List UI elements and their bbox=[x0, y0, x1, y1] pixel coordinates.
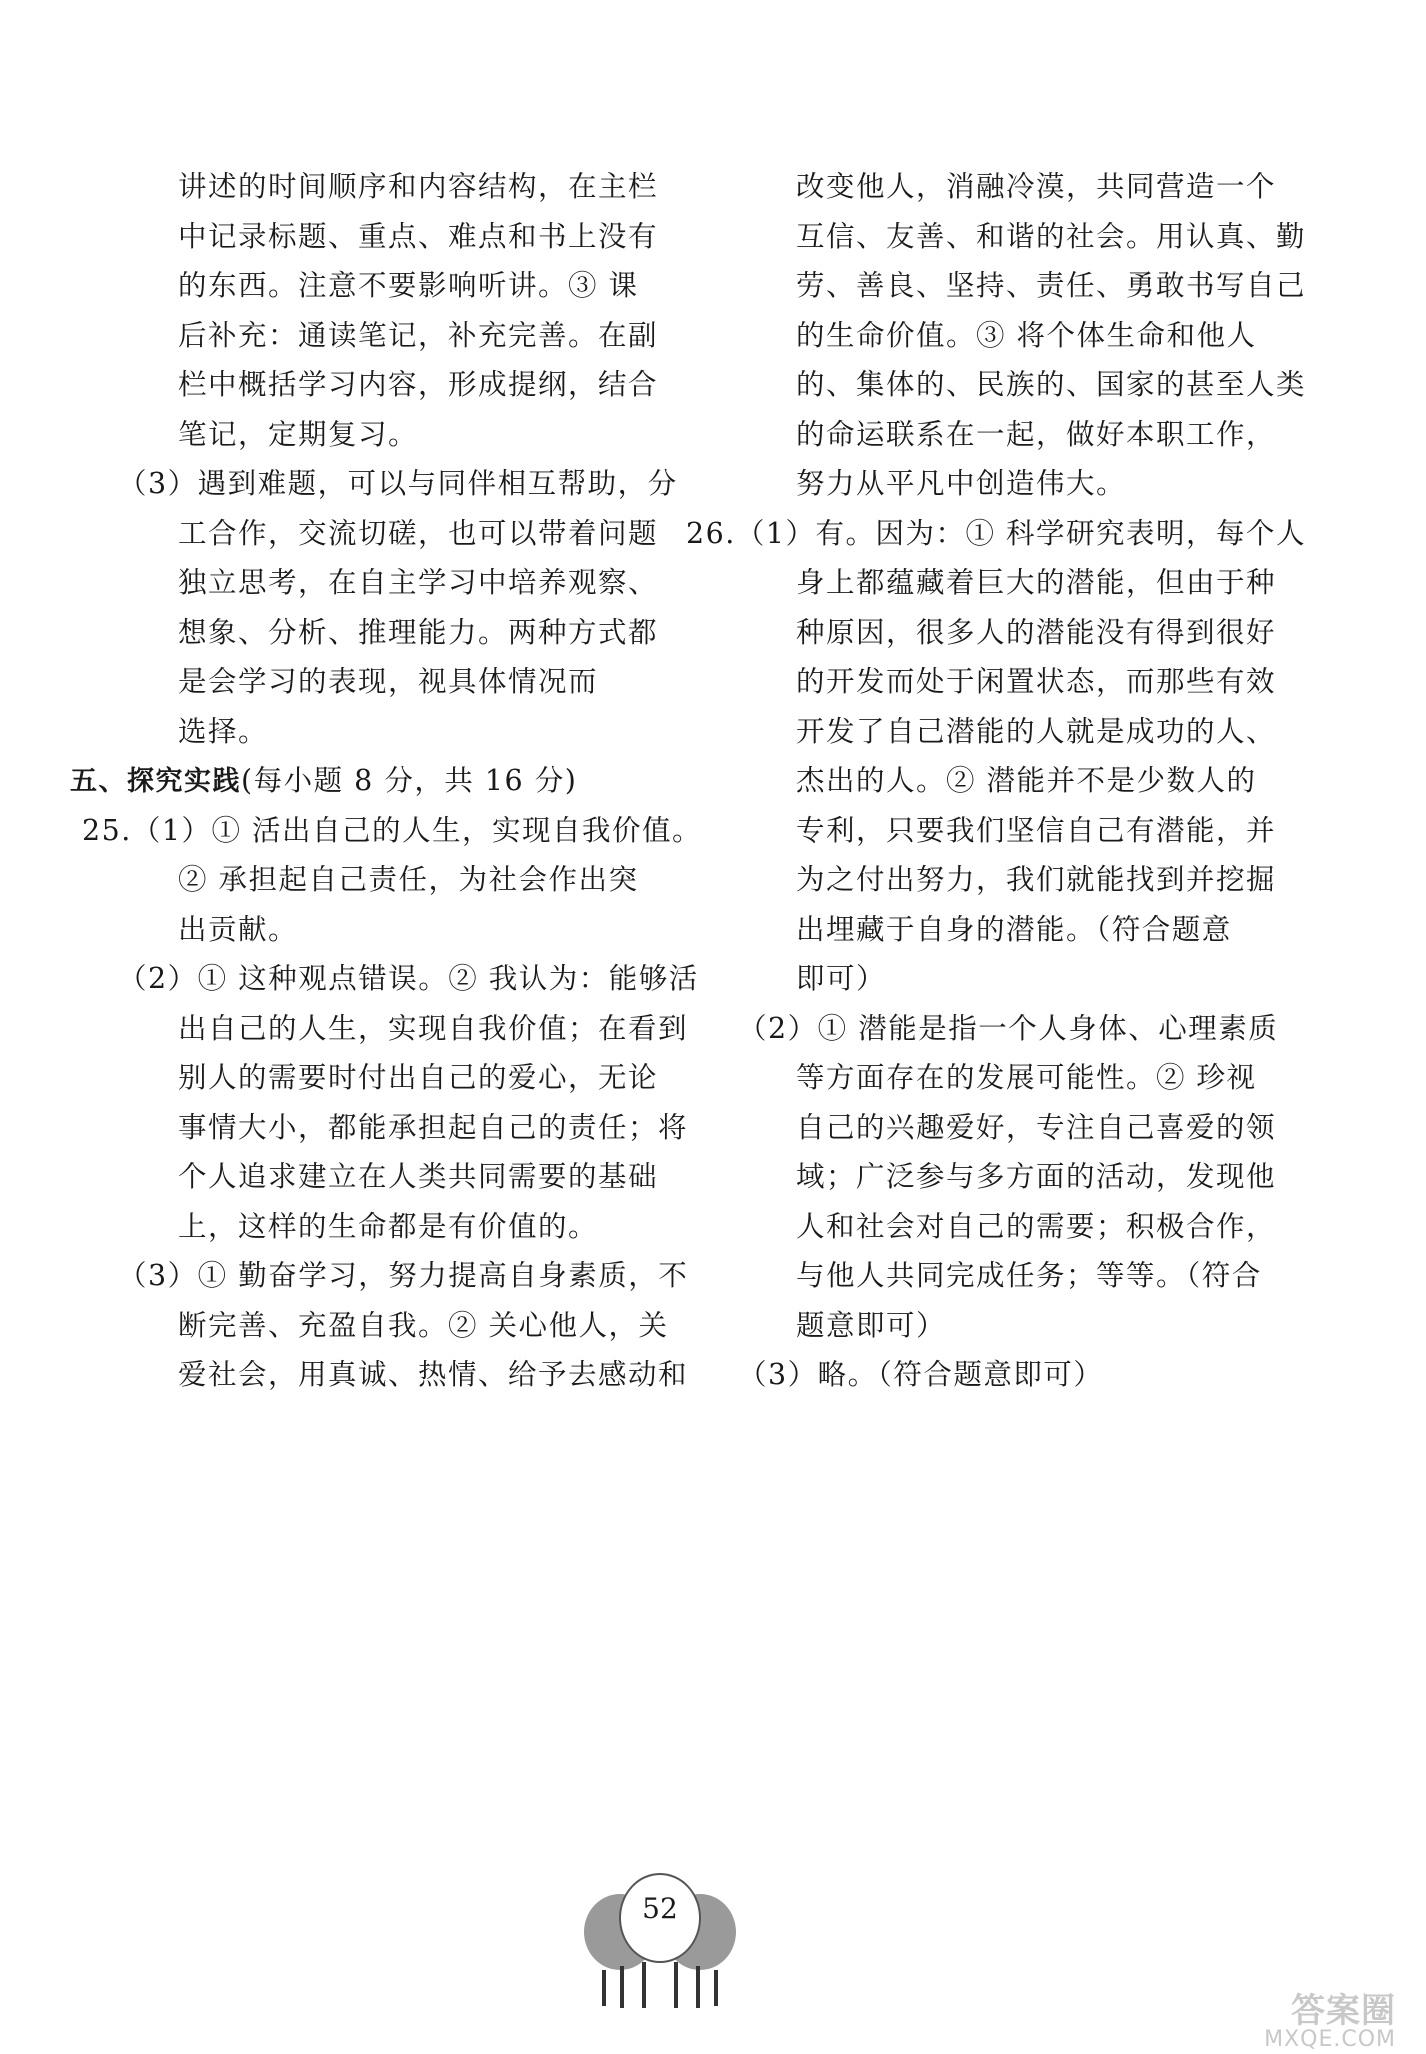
text-line: 努力从平凡中创造伟大。 bbox=[796, 467, 1127, 500]
text-line: 开发了自己潜能的人就是成功的人、 bbox=[796, 714, 1277, 748]
text-line: 中记录标题、重点、难点和书上没有 bbox=[178, 219, 659, 253]
right-column bbox=[686, 162, 1307, 1400]
text-line: 人和社会对自己的需要；积极合作， bbox=[796, 1209, 1277, 1243]
text-line: 出埋藏于自身的潜能。（符合题意 bbox=[796, 912, 1232, 946]
text-line: 别人的需要时付出自己的爱心，无论 bbox=[178, 1061, 659, 1094]
text-line: 的东西。注意不要影响听讲。③ 课 bbox=[178, 269, 639, 302]
text-line: 独立思考，在自主学习中培养观察、 bbox=[178, 566, 659, 599]
text-line: 杰出的人。② 潜能并不是少数人的 bbox=[796, 764, 1257, 797]
section-heading-note: (每小题 8 分，共 16 分) bbox=[241, 764, 578, 797]
text-line: 域；广泛参与多方面的活动，发现他 bbox=[796, 1160, 1277, 1193]
left-column bbox=[70, 162, 703, 1400]
text-line: 专利，只要我们坚信自己有潜能，并 bbox=[796, 813, 1277, 847]
watermark-logo: 答案圈 bbox=[1291, 1991, 1396, 2031]
text-line: 断完善、充盈自我。② 关心他人，关 bbox=[178, 1308, 669, 1342]
text-line: 事情大小，都能承担起自己的责任；将 bbox=[178, 1110, 689, 1144]
text-line: 26.（1）有。因为：① 科学研究表明，每个人 bbox=[686, 516, 1307, 550]
text-line: 自己的兴趣爱好，专注自己喜爱的领 bbox=[796, 1110, 1277, 1144]
text-line: （3）略。（符合题意即可） bbox=[738, 1358, 1104, 1391]
text-line: 互信、友善、和谐的社会。用认真、勤 bbox=[796, 219, 1307, 253]
text-line: 个人追求建立在人类共同需要的基础 bbox=[178, 1160, 659, 1193]
text-line: 与他人共同完成任务；等等。（符合 bbox=[796, 1259, 1262, 1292]
text-line: 后补充：通读笔记，补充完善。在副 bbox=[178, 318, 659, 352]
text-line: 工合作，交流切磋，也可以带着问题 bbox=[178, 516, 659, 550]
text-line: ② 承担起自己责任，为社会作出突 bbox=[178, 863, 639, 896]
text-line: 25.（1）① 活出自己的人生，实现自我价值。 bbox=[82, 813, 703, 847]
page-number: 52 bbox=[642, 1892, 678, 1925]
text-line: （3）① 勤奋学习，努力提高自身素质，不 bbox=[118, 1259, 689, 1292]
text-line: 出自己的人生，实现自我价值；在看到 bbox=[178, 1011, 689, 1045]
text-line: 即可） bbox=[796, 962, 887, 995]
text-line: 身上都蕴藏着巨大的潜能，但由于种 bbox=[796, 566, 1277, 599]
text-line: 出贡献。 bbox=[178, 912, 299, 946]
text-line: 栏中概括学习内容，形成提纲，结合 bbox=[178, 368, 659, 401]
text-line: 笔记，定期复习。 bbox=[178, 417, 419, 451]
text-line: 想象、分析、推理能力。两种方式都 bbox=[178, 615, 659, 649]
text-line: 是会学习的表现，视具体情况而 bbox=[178, 665, 599, 698]
text-line: （3）遇到难题，可以与同伴相互帮助，分 bbox=[118, 467, 678, 500]
text-line: （2）① 这种观点错误。② 我认为：能够活 bbox=[118, 962, 699, 995]
text-line: 爱社会，用真诚、热情、给予去感动和 bbox=[178, 1358, 689, 1391]
text-line: 的、集体的、民族的、国家的甚至人类 bbox=[796, 368, 1307, 401]
text-line: 的命运联系在一起，做好本职工作， bbox=[796, 417, 1277, 451]
text-line: 的开发而处于闲置状态，而那些有效 bbox=[796, 665, 1277, 698]
text-line: 为之付出努力，我们就能找到并挖掘 bbox=[796, 863, 1277, 896]
watermark-url: MXQE.COM bbox=[1264, 2027, 1396, 2052]
text-line: 改变他人，消融冷漠，共同营造一个 bbox=[796, 170, 1277, 203]
section-heading bbox=[70, 756, 630, 806]
section-heading-title: 五、探究实践 bbox=[70, 766, 241, 797]
text-line: 选择。 bbox=[178, 714, 269, 748]
text-line: （2）① 潜能是指一个人身体、心理素质 bbox=[738, 1011, 1279, 1045]
text-line: 上，这样的生命都是有价值的。 bbox=[178, 1209, 599, 1243]
text-line: 的生命价值。③ 将个体生命和他人 bbox=[796, 318, 1257, 352]
text-line: 等方面存在的发展可能性。② 珍视 bbox=[796, 1061, 1257, 1094]
text-line: 题意即可） bbox=[796, 1308, 947, 1342]
text-line: 劳、善良、坚持、责任、勇敢书写自己 bbox=[796, 269, 1307, 302]
text-line: 讲述的时间顺序和内容结构，在主栏 bbox=[178, 170, 659, 203]
text-line: 种原因，很多人的潜能没有得到很好 bbox=[796, 615, 1277, 649]
